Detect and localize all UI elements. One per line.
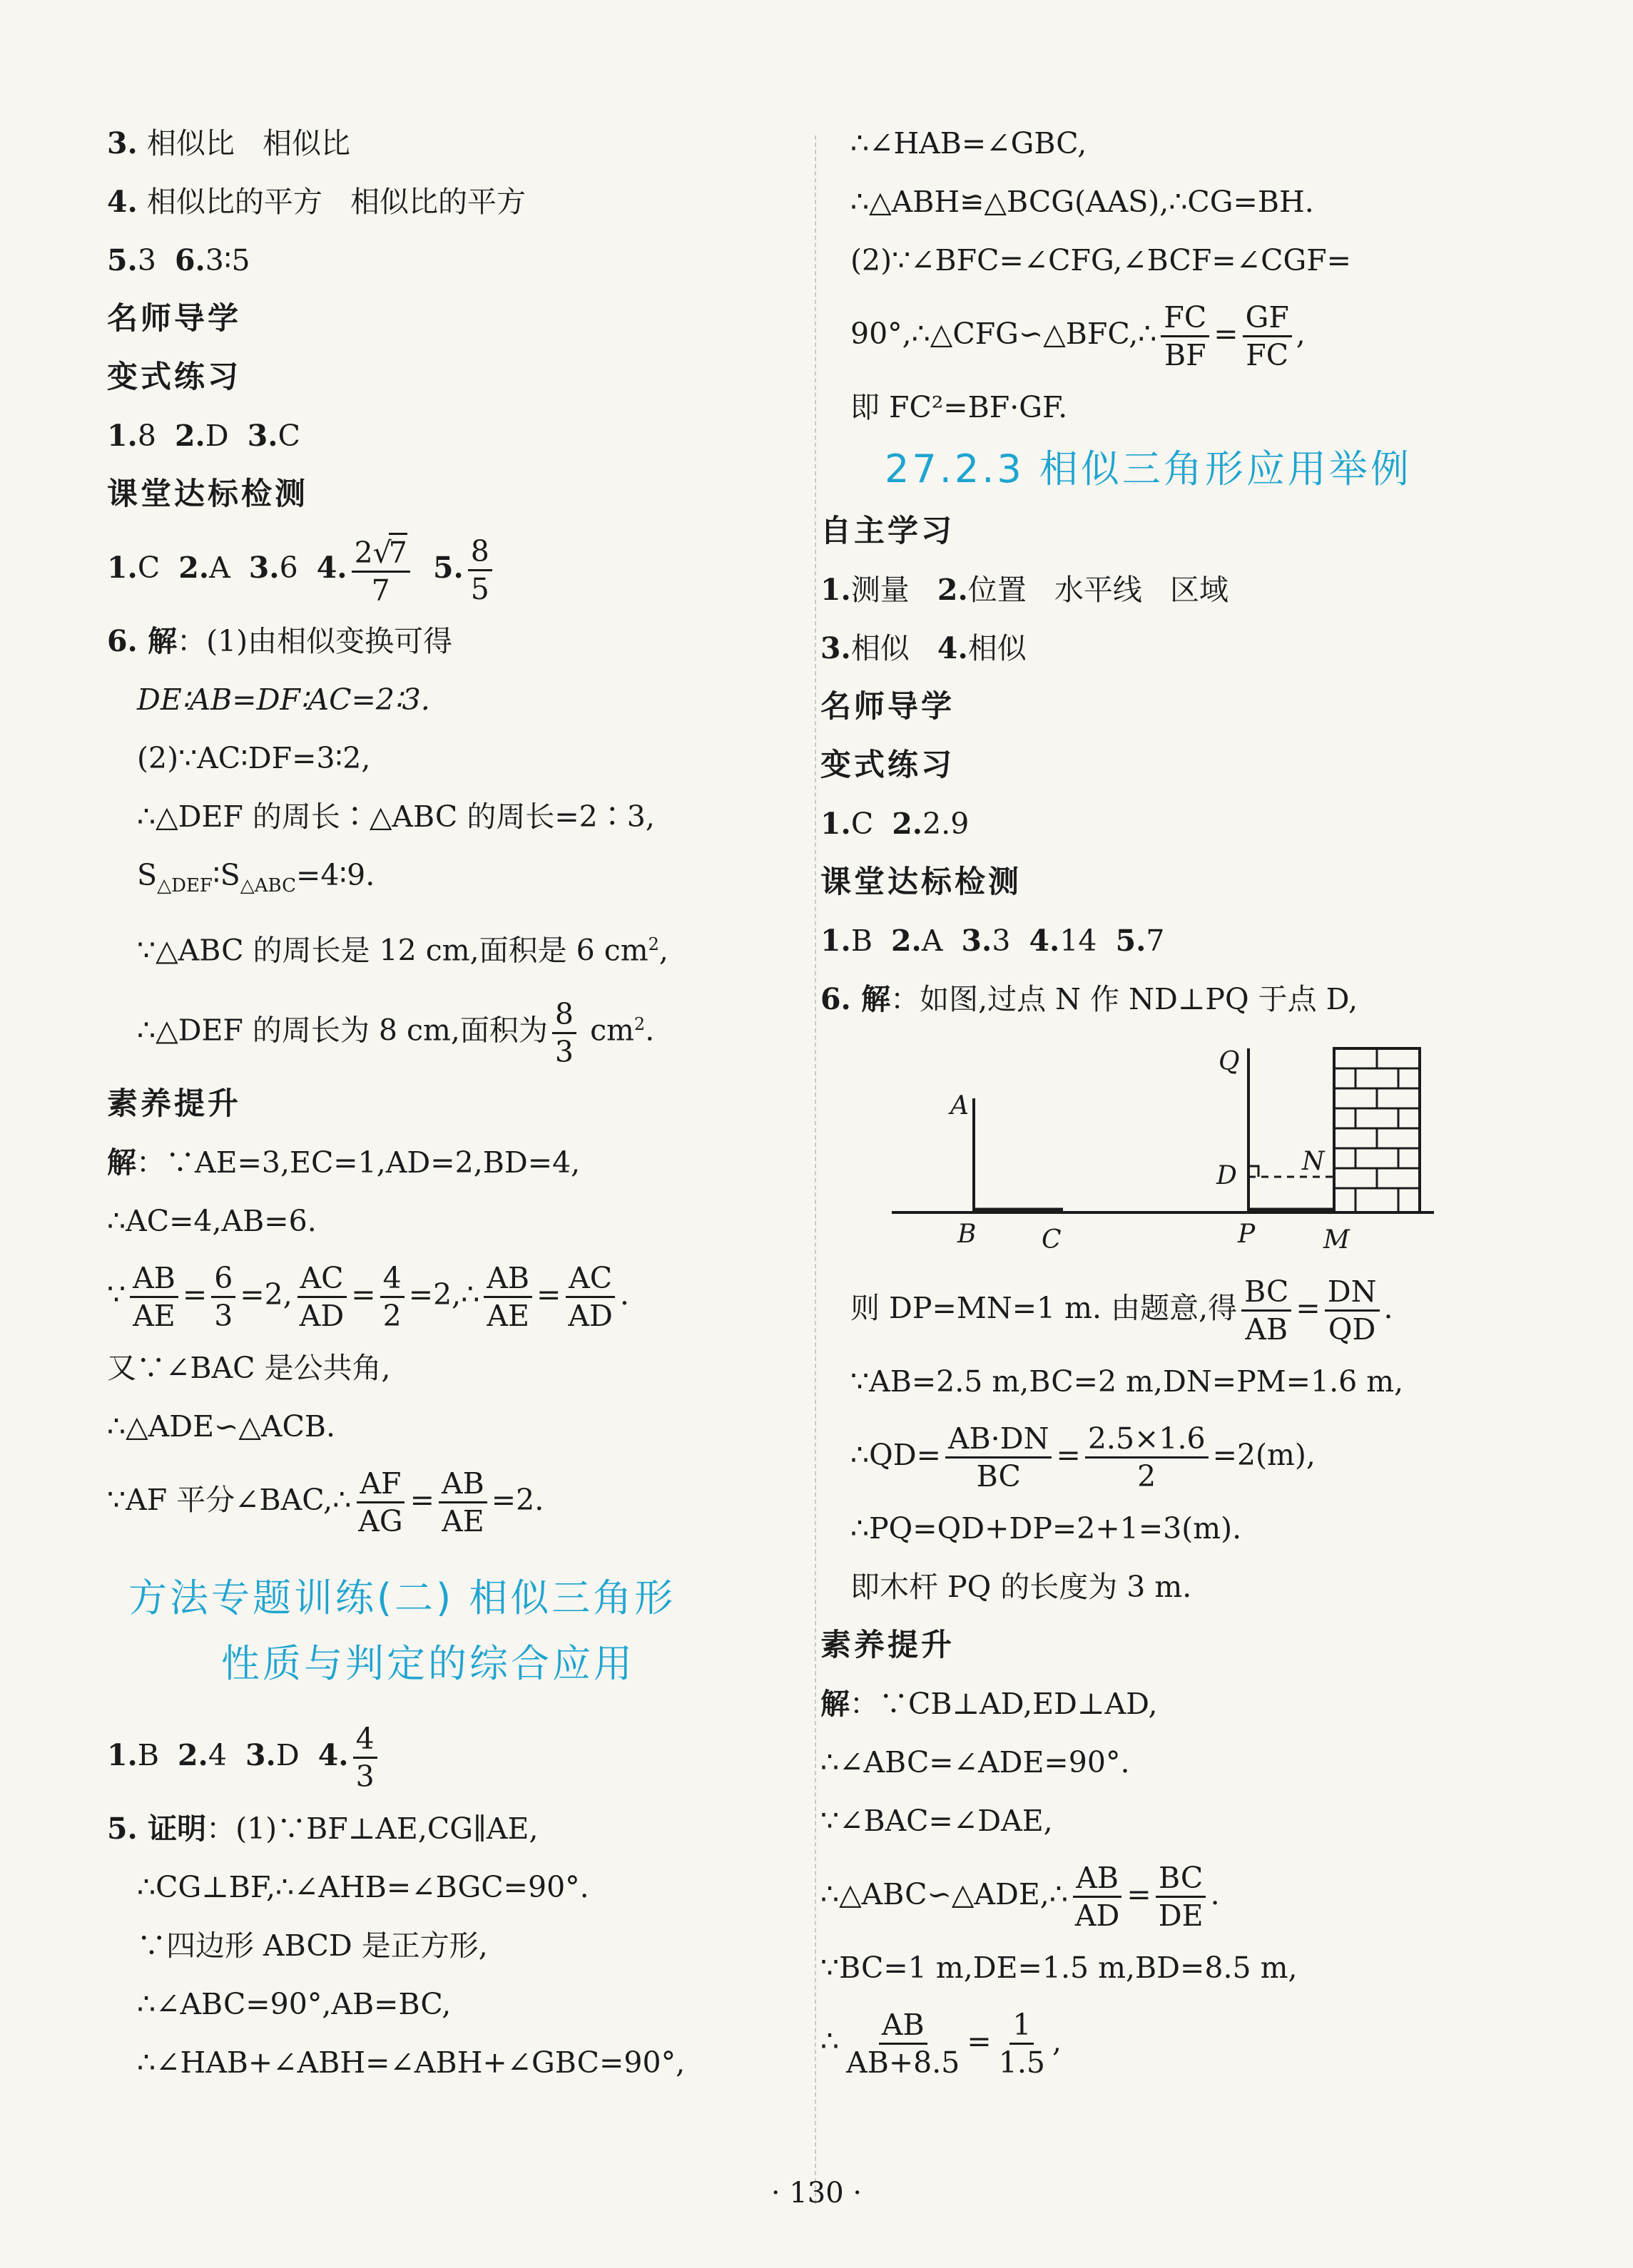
solution-line: ∴△DEF 的周长为 8 cm,面积为 $\frac{8}{3}$ $cm^2$. (137, 996, 655, 1069)
fraction: $\frac{AB\cdot DN}{BC}$ (945, 1421, 1052, 1494)
section-heading: 变式练习 (107, 359, 241, 395)
solution-line: ∴△ADE∽△ACB. (107, 1409, 336, 1444)
section-heading: 自主学习 (820, 514, 955, 549)
solution-line: ∴PQ=QD+DP=2+1=3(m). (850, 1511, 1242, 1546)
answer-line: 1.C 2.2.9 (820, 807, 970, 841)
answer-line: 5.3 6.3∶5 (107, 243, 250, 277)
solution-line: 6. 解：如图,过点 N 作 ND⊥PQ 于点 D, (820, 982, 1358, 1016)
solution-line: ∴△ABC∽△ADE,∴ $\frac{AB}{AD}$ = $\frac{BC}{DE}$ . (820, 1861, 1220, 1933)
measurement-figure (892, 1034, 1462, 1255)
fraction: $\frac{1}{1.5}$ (998, 2008, 1045, 2080)
label-m: M (1323, 1225, 1350, 1255)
chapter-title: 方法专题训练(二) 相似三角形 (128, 1575, 676, 1620)
answer-line: 1.B 2.4 3.D 4. $\frac{4}{3}$ (107, 1711, 820, 1799)
solution-line: $S_{\triangle DEF}∶S_{\triangle ABC}=4∶9$. (137, 858, 375, 897)
brick-pattern (1334, 1048, 1420, 1212)
answer-line: 3. 相似比 相似比 (107, 126, 350, 160)
solution-line: 90°,∴△CFG∽△BFC,∴ $\frac{FC}{BF}$ = $\frac{GF}{FC}$ , (850, 300, 1306, 372)
solution-line: 解：∵AE=3,EC=1,AD=2,BD=4, (107, 1145, 581, 1180)
solution-line: ∴AC=4,AB=6. (107, 1203, 317, 1238)
solution-line: ∵AB=2.5 m,BC=2 m,DN=PM=1.6 m, (850, 1364, 1404, 1399)
fraction: $\frac{BC}{DE}$ (1156, 1860, 1206, 1934)
solution-line: 即木杆 PQ 的长度为 3 m. (850, 1570, 1192, 1604)
label-c: C (1042, 1225, 1062, 1255)
section-heading: 课堂达标检测 (107, 476, 308, 512)
solution-line: ∴∠HAB=∠GBC, (850, 126, 1087, 160)
section-heading: 变式练习 (820, 747, 955, 783)
fraction: $\frac{FC}{BF}$ (1161, 300, 1209, 373)
solution-line: 6. 解：(1)由相似变换可得 (107, 624, 453, 658)
label-q: Q (1219, 1047, 1240, 1076)
right-column (820, 114, 1534, 2085)
section-heading: 素养提升 (107, 1086, 241, 1122)
solution-line: 又∵∠BAC 是公共角, (107, 1350, 391, 1385)
label-p: P (1238, 1220, 1256, 1249)
fraction: $\frac{8}{5}$ (468, 533, 492, 607)
fraction: $\frac{AF}{AG}$ (358, 1466, 403, 1538)
chapter-title: 27.2.3 相似三角形应用举例 (885, 446, 1412, 491)
page-number: · 130 · (770, 2177, 863, 2210)
fraction: $\frac{DN}{QD}$ (1325, 1274, 1380, 1347)
solution-line: ∴CG⊥BF,∴∠AHB=∠BGC=90°. (137, 1869, 589, 1904)
label-b: B (957, 1220, 977, 1249)
solution-line: 5. 证明：(1)∵BF⊥AE,CG∥AE, (107, 1811, 539, 1846)
solution-line: ∴△DEF 的周长∶△ABC 的周长=2∶3, (137, 800, 655, 834)
fraction: $\frac{4}{2}$ (380, 1260, 405, 1334)
solution-line: (2)∵AC∶DF=3∶2, (137, 741, 371, 775)
solution-line: ∴ $\frac{AB}{AB+8.5}$ = $\frac{1}{1.5}$ , (820, 2008, 1062, 2080)
answer-line: 1.8 2.D 3.C (107, 419, 300, 453)
fraction: $\frac{8}{3}$ (552, 996, 576, 1070)
answer-line: 1.C 2.A 3.6 4. $\frac{2√7}{7}$ 5. $\frac{8}{5}$ (107, 523, 820, 612)
solution-line: (2)∵∠BFC=∠CFG,∠BCF=∠CGF= (850, 243, 1352, 277)
fraction: $\frac{GF}{FC}$ (1243, 300, 1292, 373)
fraction: $\frac{AC}{AD}$ (565, 1260, 615, 1334)
label-a: A (950, 1091, 969, 1120)
fraction: $\frac{AC}{AD}$ (297, 1260, 347, 1334)
fraction: $\frac{4}{3}$ (353, 1721, 377, 1794)
solution-line: ∴△ABH≌△BCG(AAS),∴CG=BH. (850, 185, 1314, 219)
solution-line: ∵∠BAC=∠DAE, (820, 1804, 1053, 1838)
fraction: $\frac{AB}{AE}$ (439, 1466, 487, 1539)
section-heading: 名师导学 (107, 301, 241, 337)
label-n: N (1302, 1147, 1325, 1176)
solution-line: ∴∠ABC=∠ADE=90°. (820, 1745, 1130, 1779)
solution-line: ∵BC=1 m,DE=1.5 m,BD=8.5 m, (820, 1951, 1298, 1985)
section-heading: 课堂达标检测 (820, 864, 1022, 900)
answer-line: 3.相似 4.相似 (820, 631, 1027, 665)
left-column (107, 114, 820, 2092)
answer-line: 1.测量 2.位置 水平线 区域 (820, 573, 1228, 607)
fraction: $\frac{AB}{AD}$ (1072, 1860, 1122, 1934)
solution-line: DE∶AB=DF∶AC=2∶3. (137, 683, 430, 717)
label-d: D (1216, 1161, 1237, 1190)
section-heading: 名师导学 (820, 689, 955, 725)
fraction: $\frac{AB}{AB+8.5}$ (846, 2008, 960, 2080)
solution-line: ∵ $\frac{AB}{AE}$ = $\frac{6}{3}$ =2, $\frac{AC}{AD}$ = $\frac{4}{2}$ =2,∴ $\frac{AB}{AE}$ = $\frac{AC}{AD}$ . (107, 1260, 629, 1333)
solution-line: ∵△ABC 的周长是 12 cm,面积是 6 $cm^2$, (137, 933, 668, 968)
solution-line: 即 FC²=BF·GF. (850, 390, 1068, 424)
solution-line: ∵AF 平分∠BAC,∴ $\frac{AF}{AG}$ = $\frac{AB}{AE}$ =2. (107, 1466, 544, 1538)
section-heading: 素养提升 (820, 1628, 955, 1663)
fraction: $\frac{6}{3}$ (211, 1260, 235, 1334)
solution-line: ∵四边形 ABCD 是正方形, (137, 1928, 488, 1963)
fraction: $\frac{AB}{AE}$ (484, 1260, 532, 1334)
answer-line: 1.B 2.A 3.3 4.14 5.7 (820, 924, 1165, 958)
solution-line: 解：∵CB⊥AD,ED⊥AD, (820, 1687, 1158, 1721)
answer-line: 4. 相似比的平方 相似比的平方 (107, 185, 526, 219)
fraction: $\frac{BC}{AB}$ (1241, 1274, 1291, 1347)
solution-line: ∴∠ABC=90°,AB=BC, (137, 1986, 452, 2021)
fraction: $\frac{AB}{AE}$ (130, 1260, 178, 1334)
solution-line: ∴QD= $\frac{AB\cdot DN}{BC}$ = $\frac{2.5\times 1.6}{2}$ =2(m), (850, 1421, 1316, 1493)
solution-line: 则 DP=MN=1 m. 由题意,得 $\frac{BC}{AB}$ = $\frac{DN}{QD}$ . (850, 1275, 1393, 1347)
fraction: $\frac{2√7}{7}$ (352, 533, 410, 608)
right-angle-mark (1248, 1166, 1258, 1177)
solution-line: ∴∠HAB+∠ABH=∠ABH+∠GBC=90°, (137, 2045, 686, 2080)
chapter-title: 性质与判定的综合应用 (221, 1640, 635, 1686)
fraction: $\frac{2.5\times 1.6}{2}$ (1085, 1421, 1209, 1494)
